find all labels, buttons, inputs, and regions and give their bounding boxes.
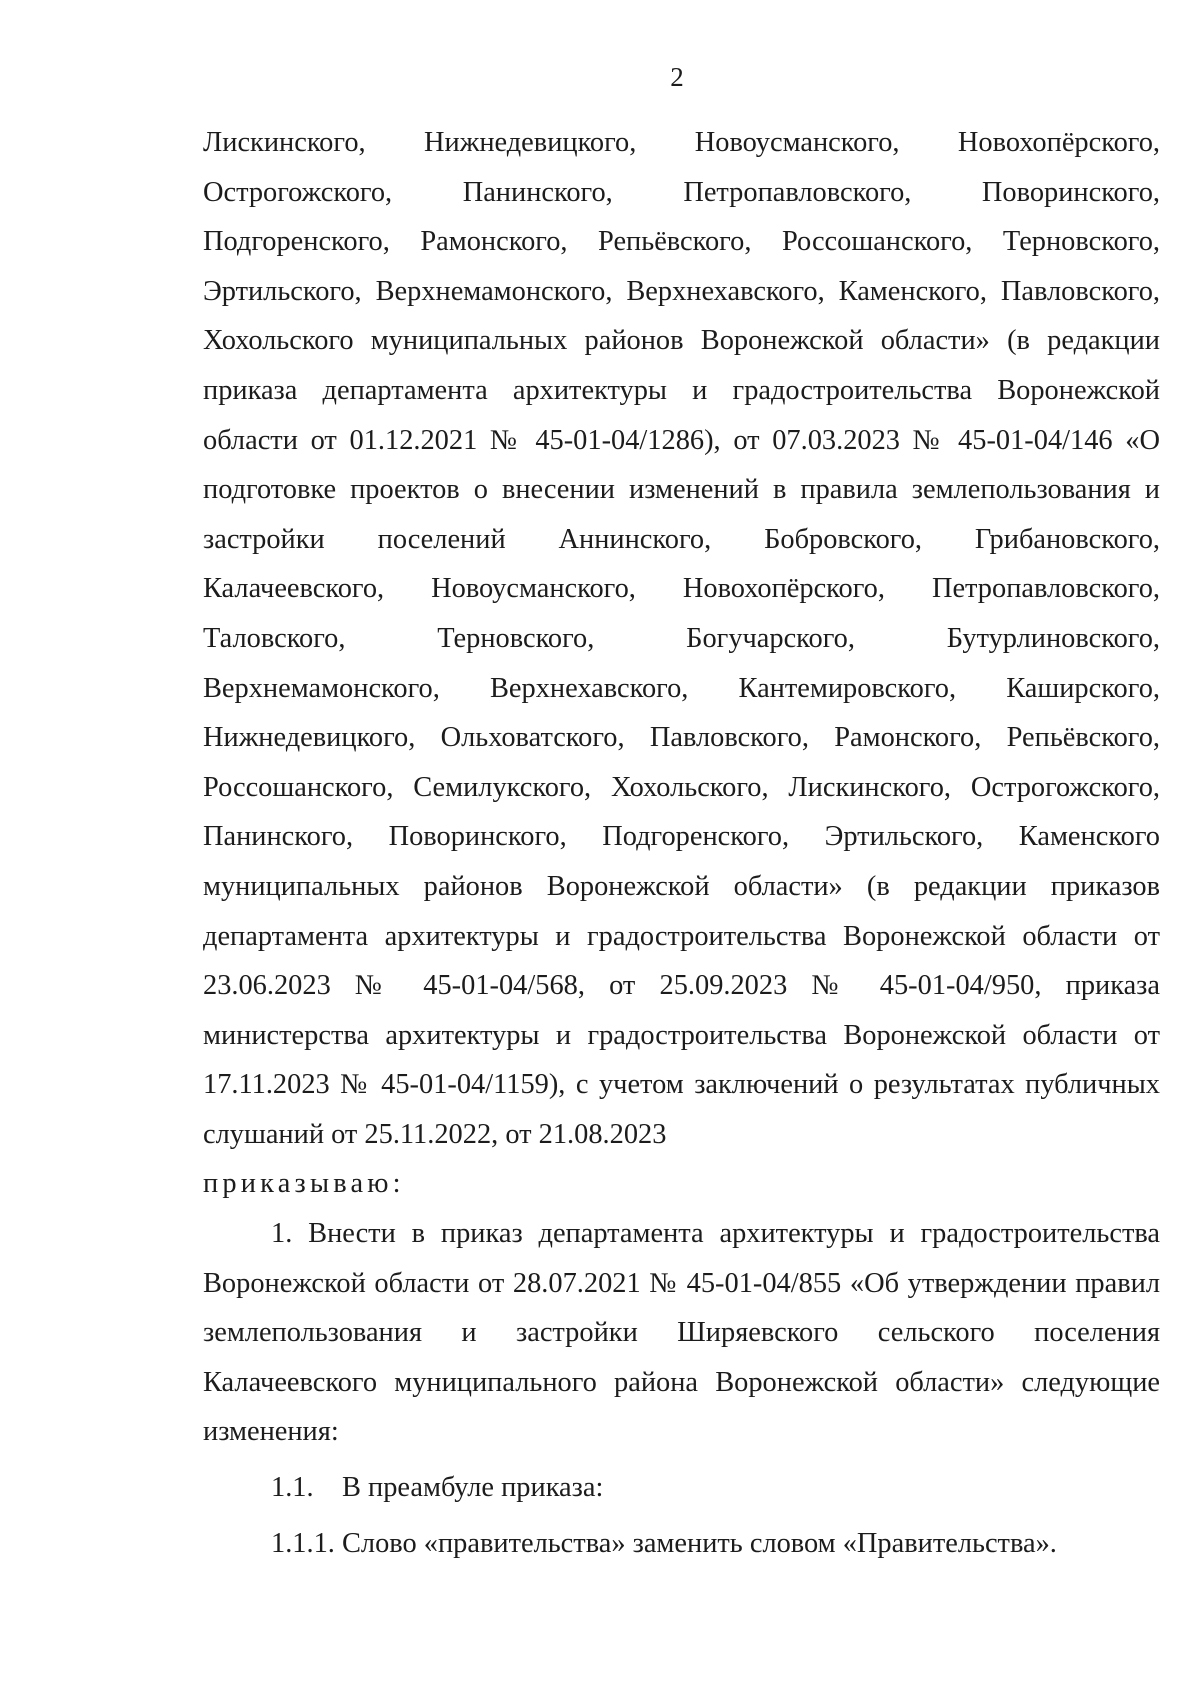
preamble-line: Острогожского, Панинского, Петропавловского, Поворинского, <box>203 176 1160 208</box>
preamble-line: области от 01.12.2021 № 45-01-04/1286), от 07.03.2023 № 45-01-04/146 «О <box>203 424 1160 456</box>
preamble-line: Нижнедевицкого, Ольховатского, Павловского, Рамонского, Репьёвского, <box>203 722 1160 754</box>
preamble-line: Панинского, Поворинского, Подгоренского, Эртильского, Каменского <box>203 821 1160 853</box>
preamble-line: приказа департамента архитектуры и градостроительства Воронежской <box>203 374 1160 406</box>
document-body <box>203 118 1160 1568</box>
preamble-line: Таловского, Терновского, Богучарского, Бутурлиновского, <box>203 622 1160 654</box>
preamble-line: Верхнемамонского, Верхнехавского, Кантемировского, Каширского, <box>203 672 1160 704</box>
item-1-line: изменения: <box>203 1416 339 1448</box>
preamble-line: Подгоренского, Рамонского, Репьёвского, Россошанского, Терновского, <box>203 226 1160 258</box>
page-number: 2 <box>670 62 684 92</box>
subitem-1-1-1: 1.1.1. Слово «правительства» заменить словом «Правительства». <box>271 1527 1057 1559</box>
preamble-line: Хохольского муниципальных районов Воронежской области» (в редакции <box>203 325 1160 357</box>
preamble-line: Калачеевского, Новоусманского, Новохопёрского, Петропавловского, <box>203 573 1160 605</box>
preamble-line: 23.06.2023 № 45-01-04/568, от 25.09.2023 № 45-01-04/950, приказа <box>203 970 1160 1002</box>
preamble-line: министерства архитектуры и градостроительства Воронежской области от <box>203 1019 1160 1051</box>
preamble-line: Россошанского, Семилукского, Хохольского, Лискинского, Острогожского, <box>203 771 1160 803</box>
order-word: приказываю: <box>203 1168 405 1200</box>
item-1-line: 1. Внести в приказ департамента архитектуры и градостроительства <box>271 1218 1160 1250</box>
preamble-line: Эртильского, Верхнемамонского, Верхнехавского, Каменского, Павловского, <box>203 275 1160 307</box>
preamble-line: 17.11.2023 № 45-01-04/1159), с учетом заключений о результатах публичных <box>203 1069 1160 1101</box>
subitem-1-1-text: В преамбуле приказа: <box>342 1472 604 1504</box>
preamble-line: муниципальных районов Воронежской области» (в редакции приказов <box>203 870 1160 902</box>
preamble-line: Лискинского, Нижнедевицкого, Новоусманского, Новохопёрского, <box>203 127 1160 158</box>
preamble-line: застройки поселений Аннинского, Бобровского, Грибановского, <box>203 523 1160 555</box>
preamble-line: подготовке проектов о внесении изменений в правила землепользования и <box>203 474 1160 506</box>
preamble-line: слушаний от 25.11.2022, от 21.08.2023 <box>203 1118 667 1150</box>
subitem-1-1 <box>203 1463 1160 1513</box>
item-1-line: Воронежской области от 28.07.2021 № 45-01-04/855 «Об утверждении правил <box>203 1267 1160 1299</box>
subitem-1-1-number: 1.1. <box>271 1472 314 1504</box>
item-1-line: Калачеевского муниципального района Воронежской области» следующие <box>203 1366 1160 1398</box>
preamble-line: департамента архитектуры и градостроительства Воронежской области от <box>203 920 1160 952</box>
item-1-line: землепользования и застройки Ширяевского сельского поселения <box>203 1317 1160 1349</box>
